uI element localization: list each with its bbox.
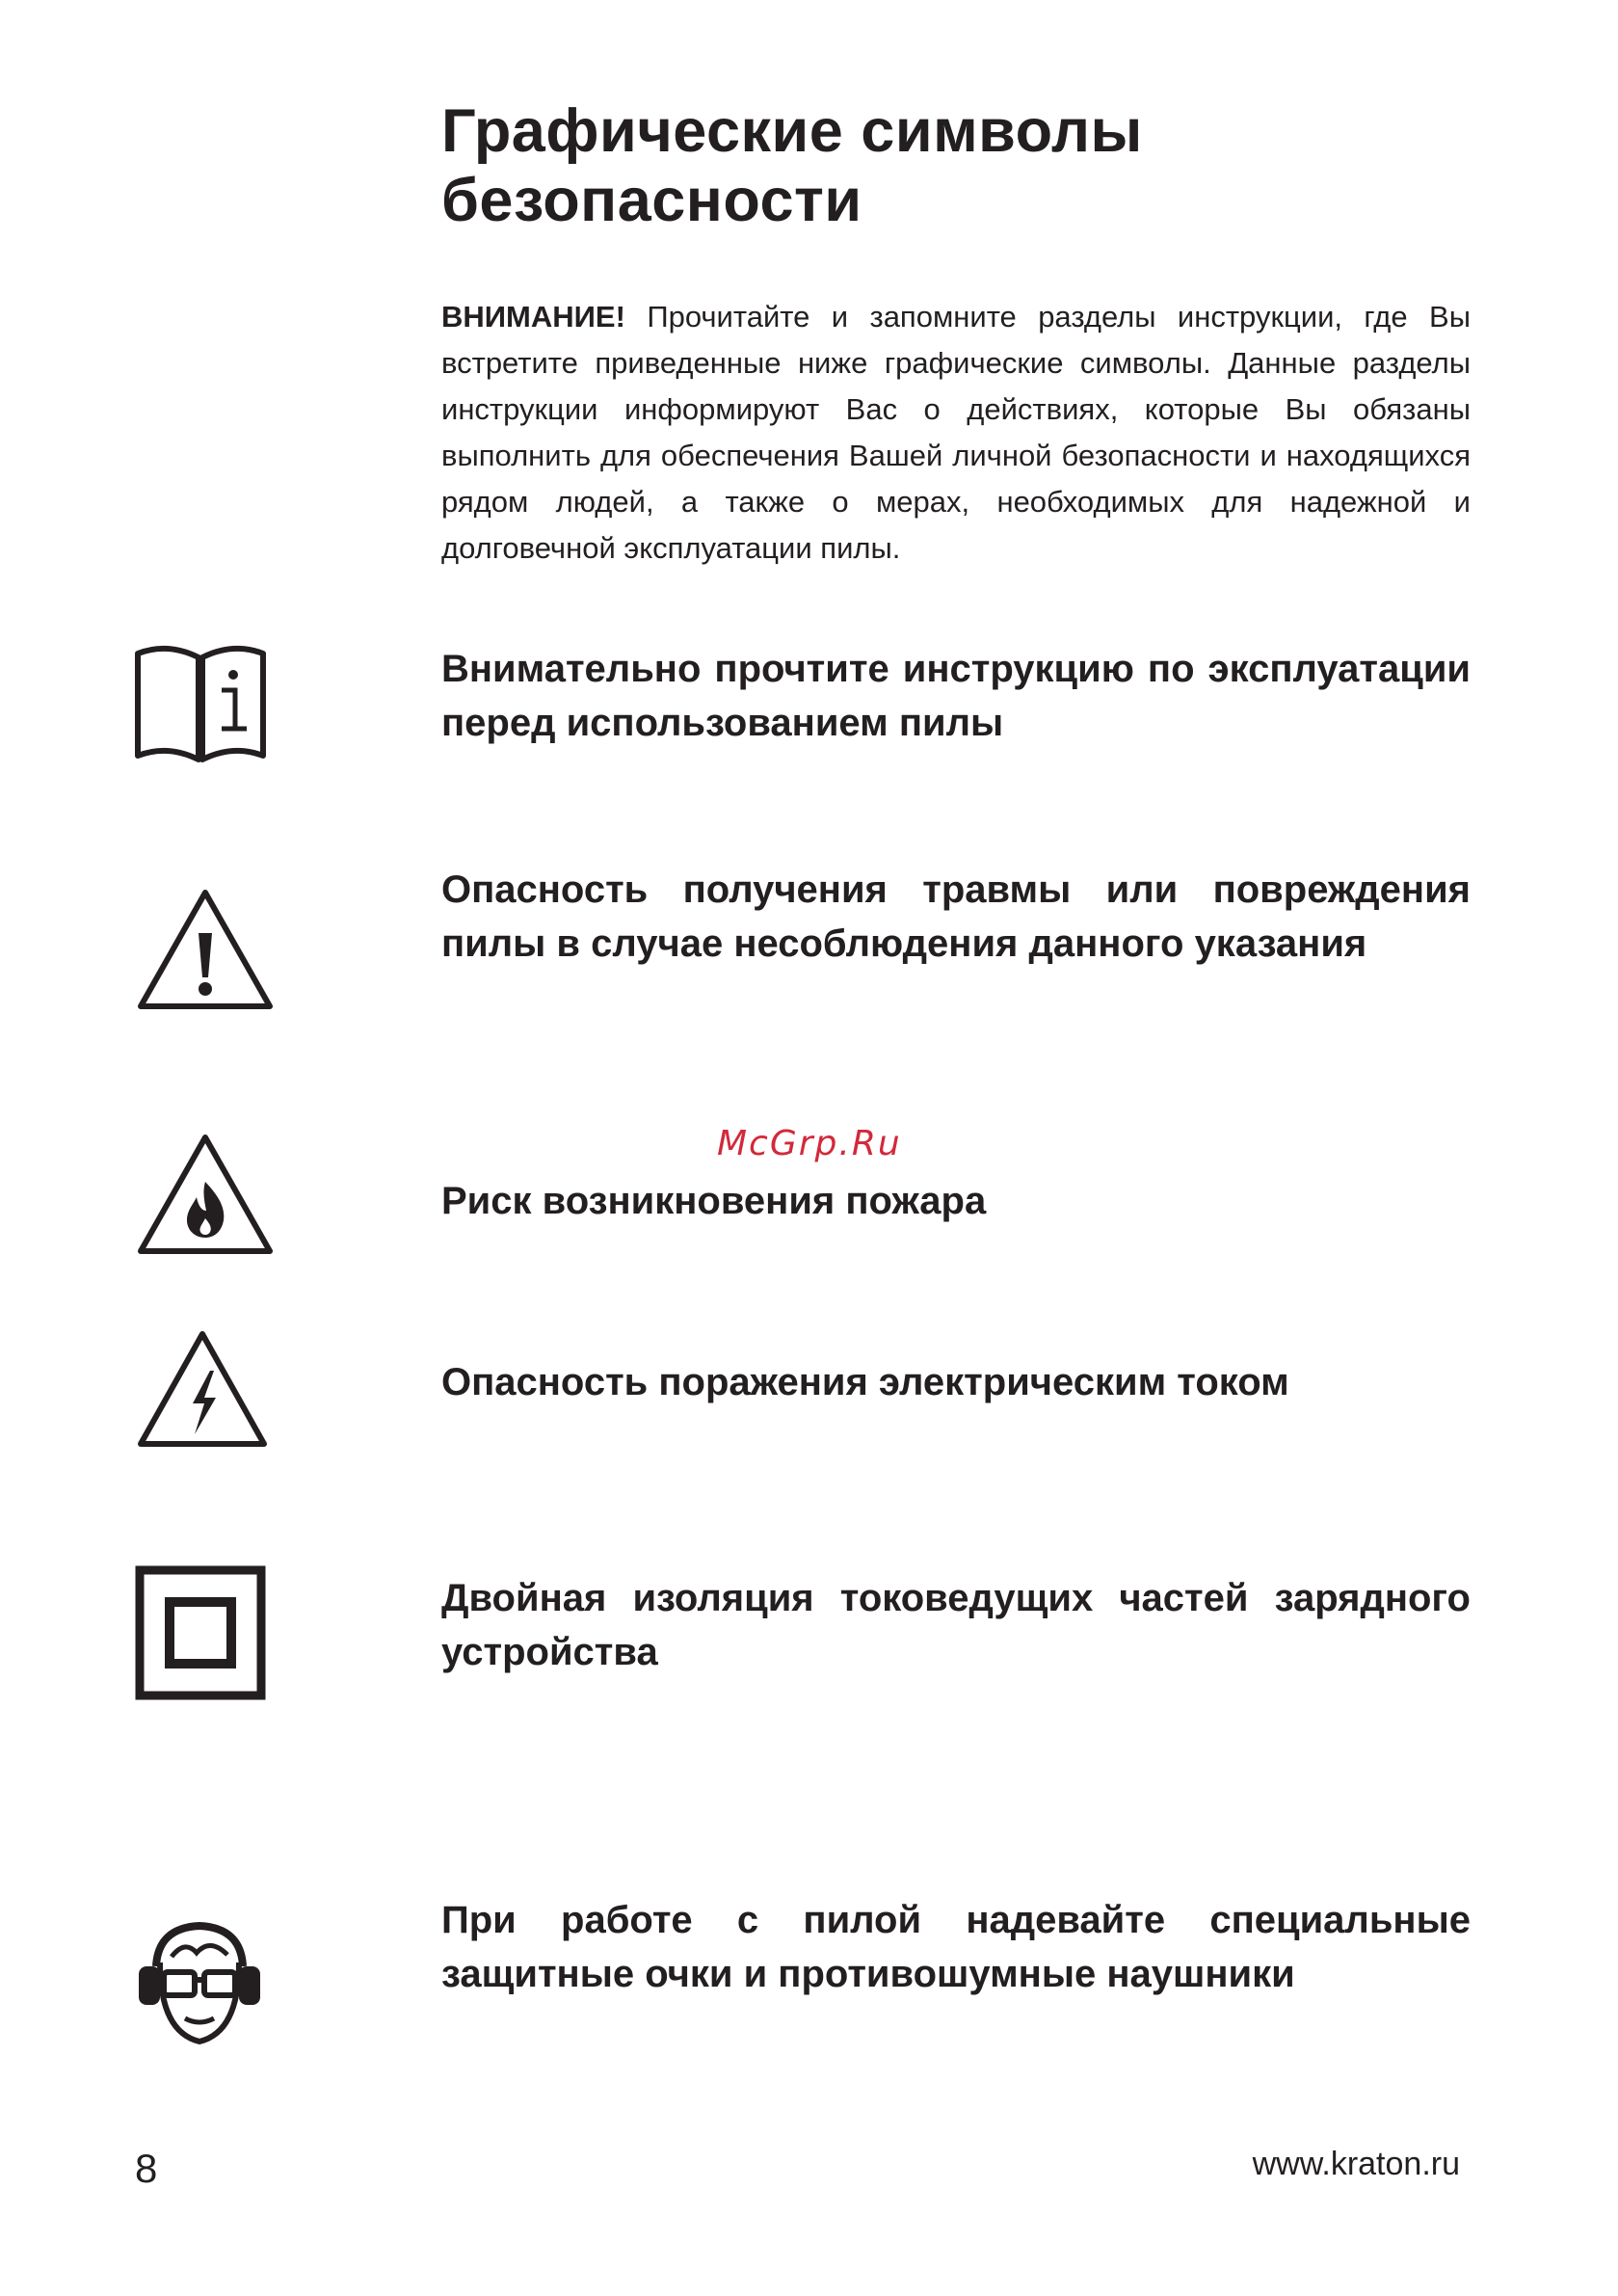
intro-text: Прочитайте и запомните разделы инструкции, где Вы встретите приведенные ниже графические символы. Данные разделы инструкции информируют Вас о действиях, которые Вы обязаны выполнить для обеспечения Вашей личной безопасности и находящихся рядом людей, а также о мерах, необходимых для надежной и долговечной эксплуатации пилы. (441, 300, 1471, 565)
double-insulation-icon (135, 1565, 266, 1700)
electric-shock-icon (135, 1328, 270, 1450)
fire-hazard-icon (135, 1132, 276, 1257)
watermark: McGrp.Ru (717, 1124, 902, 1163)
intro-paragraph (441, 294, 1471, 572)
manual-info-icon (133, 644, 268, 765)
page-number: 8 (135, 2146, 158, 2191)
website-link[interactable]: www.kraton.ru (1252, 2146, 1460, 2182)
symbol-caption-electric: Опасность поражения электрическим током (441, 1361, 1289, 1403)
symbol-caption-injury: Опасность получения травмы или повреждения пилы в случае несоблюдения данного указания (441, 868, 1471, 965)
warning-exclamation-icon (135, 887, 276, 1012)
symbol-caption-insulation: Двойная изоляция токоведущих частей зарядного устройства (441, 1577, 1471, 1673)
symbol-caption-manual: Внимательно прочтите инструкцию по эксплуатации перед использованием пилы (441, 648, 1471, 744)
symbol-caption-protection: При работе с пилой надевайте специальные защитные очки и противошумные наушники (441, 1899, 1471, 1995)
goggles-earmuffs-icon (137, 1918, 262, 2049)
intro-warning-lead: ВНИМАНИЕ! (441, 300, 625, 334)
page-title: Графические символы безопасности (441, 97, 1143, 234)
symbol-caption-fire: Риск возникновения пожара (441, 1180, 987, 1222)
